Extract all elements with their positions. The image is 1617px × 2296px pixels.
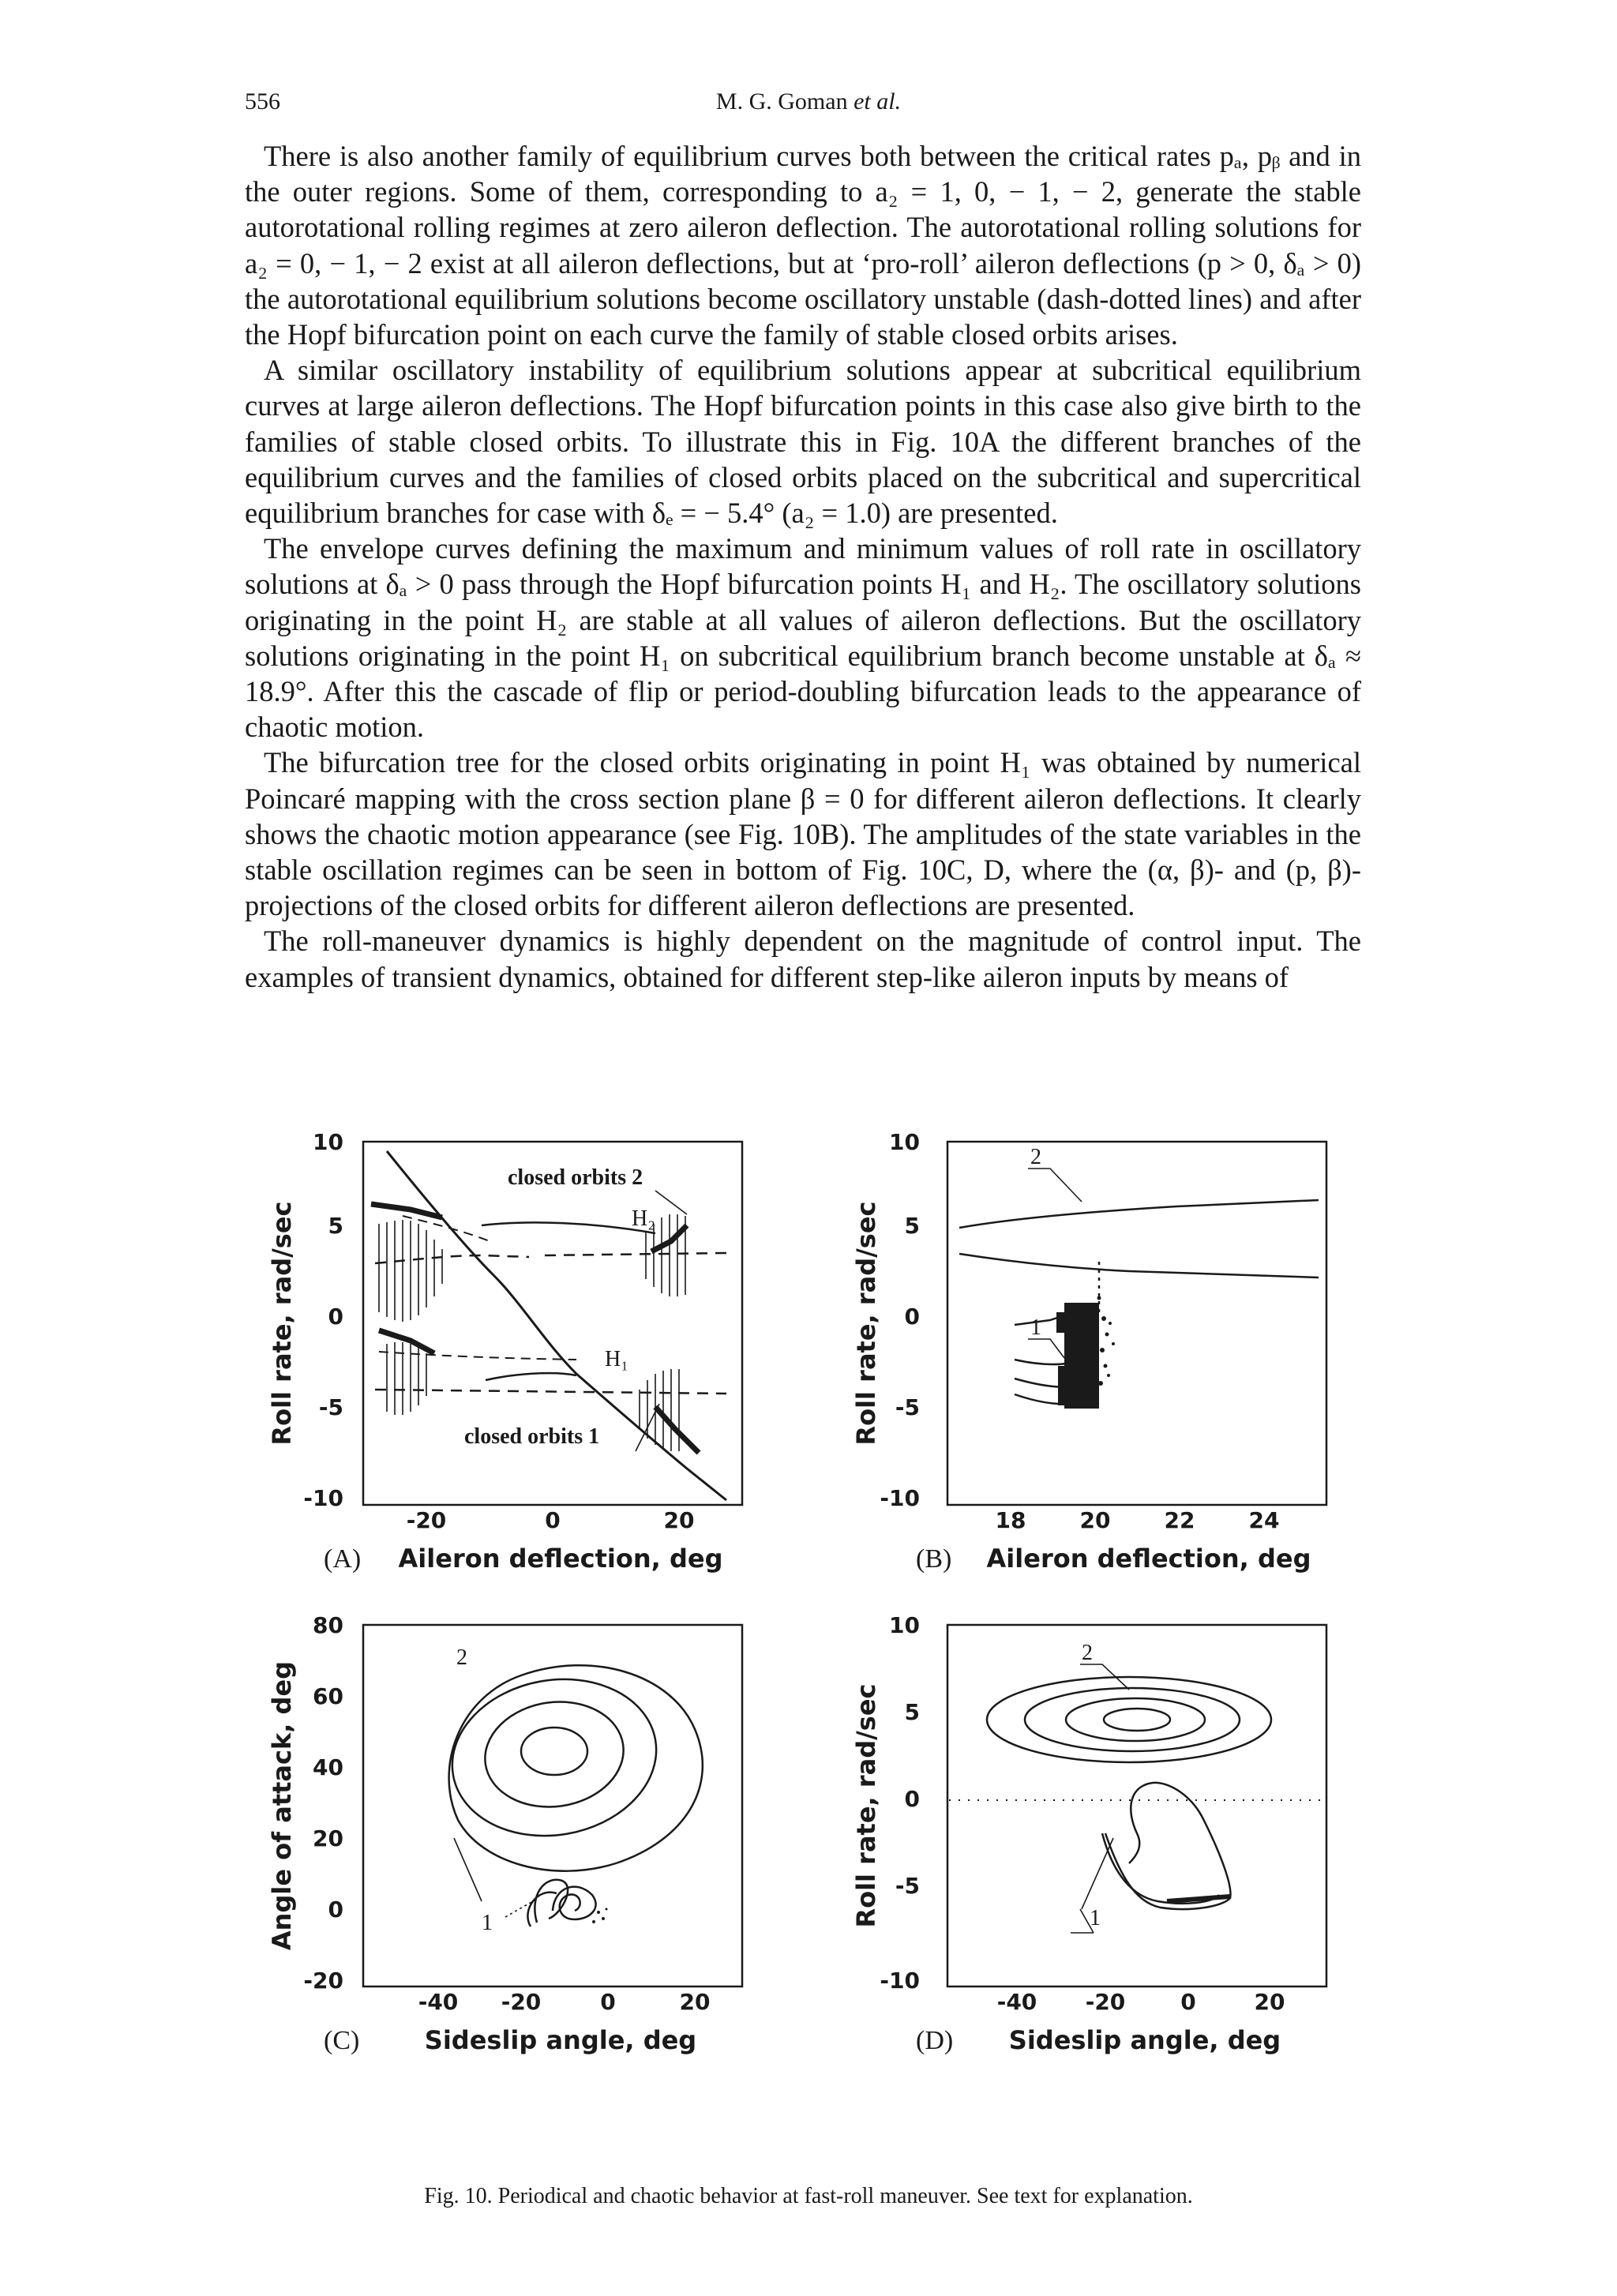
panel-c-xtick-0: 0 [600,1989,616,2015]
paragraph-5: The roll-maneuver dynamics is highly dependent on the magnitude of control input. The examples of transient dynamics, obtained for different step-like aileron inputs by means of [245,925,1361,993]
figure-panel-d [813,1603,1358,2069]
panel-b-tag: (B) [916,1544,952,1574]
panel-c-svg [245,1603,790,2069]
panel-d-orbits [987,1664,1271,1933]
panel-a-ytick-neg10: -10 [303,1485,343,1511]
body-text [245,138,1361,995]
panel-b-label-1: 1 [1030,1315,1041,1340]
panel-a-ytick-neg5: -5 [318,1394,343,1420]
panel-a-xtick-neg20: -20 [406,1507,447,1533]
panel-d-xlabel: Sideslip angle, deg [1008,2025,1281,2055]
panel-b-frame [947,1142,1326,1505]
panel-c-ytick-0: 0 [328,1896,343,1923]
panel-b-xlabel: Aileron deflection, deg [986,1544,1311,1574]
panel-d-ytick-5: 5 [904,1699,920,1725]
running-head-et-al: et al. [854,88,902,114]
figure-panel-a [245,1129,790,1595]
paragraph-3: The envelope curves defining the maximum and minimum values of roll rate in oscillatory solutions at δₐ > 0 pass through the Hopf bifurcation points H₁ and H₂. The oscillatory solutions originating in the point H₂ are stable at all values of aileron deflections. But the oscillatory solutions originating in the point H₁ on subcritical equilibrium branch become unstable at δₐ ≈ 18.9°. After this the cascade of flip or period-doubling bifurcation leads to the appearance of chaotic motion. [245,532,1361,744]
panel-a-label-closed-orbits-1: closed orbits 1 [464,1424,600,1449]
panel-d-xtick-20: 20 [1254,1989,1285,2015]
panel-c-label-1: 1 [482,1911,493,1935]
panel-c-xlabel: Sideslip angle, deg [424,2025,697,2055]
panel-c-orbits [440,1664,703,1926]
panel-b-ytick-neg5: -5 [895,1394,920,1420]
panel-d-label-1: 1 [1090,1906,1101,1930]
panel-b-xtick-24: 24 [1248,1507,1280,1533]
panel-a-ytick-5: 5 [328,1213,343,1239]
panel-d-frame [947,1625,1326,1986]
panel-c-ytick-40: 40 [313,1754,343,1780]
panel-a-hatching [379,1214,685,1451]
panel-d-tag: (D) [916,2026,954,2055]
panel-c-xtick-20: 20 [679,1989,711,2015]
paragraph-4: The bifurcation tree for the closed orbits originating in point H₁ was obtained by numerical Poincaré mapping with the cross section plane β = 0 for different aileron deflections. It clearly shows the chaotic motion appearance (see Fig. 10B). The amplitudes of the state variables in the stable oscillation regimes can be seen in bottom of Fig. 10C, D, where the (α, β)- and (p, β)-projections of the closed orbits for different aileron deflections are presented. [245,746,1361,922]
panel-d-ytick-10: 10 [889,1612,920,1638]
panel-a-tag: (A) [324,1544,362,1574]
panel-d-ytick-0: 0 [904,1786,920,1812]
panel-b-curves [959,1169,1319,1404]
panel-c-ytick-60: 60 [313,1683,343,1709]
running-head [0,88,1617,115]
panel-d-ylabel: Roll rate, rad/sec [851,1683,881,1928]
panel-d-ytick-neg10: -10 [880,1968,920,1994]
panel-a-xtick-20: 20 [663,1507,695,1533]
panel-d-xtick-neg20: -20 [1085,1989,1126,2015]
panel-a-xtick-0: 0 [545,1507,561,1533]
panel-d-ytick-neg5: -5 [895,1873,920,1899]
panel-b-label-2: 2 [1030,1145,1041,1169]
panel-a-label-h1: H₁ [605,1347,628,1371]
panel-c-label-2: 2 [456,1645,467,1670]
panel-d-svg [813,1603,1358,2069]
panel-b-svg [813,1129,1358,1595]
panel-d-xtick-neg40: -40 [996,1989,1037,2015]
panel-b-xtick-18: 18 [995,1507,1026,1533]
panel-c-xtick-neg40: -40 [418,1989,459,2015]
figure-panel-b [813,1129,1358,1595]
panel-a-ytick-0: 0 [328,1304,343,1330]
panel-c-xtick-neg20: -20 [501,1989,542,2015]
panel-b-xtick-22: 22 [1164,1507,1195,1533]
panel-a-ytick-10: 10 [313,1129,343,1155]
panel-b-ytick-10: 10 [889,1129,920,1155]
running-head-authors: M. G. Goman [715,88,848,114]
panel-a-ylabel: Roll rate, rad/sec [267,1201,297,1446]
panel-b-ytick-neg10: -10 [880,1485,920,1511]
panel-c-ylabel: Angle of attack, deg [267,1660,297,1951]
figure-caption: Fig. 10. Periodical and chaotic behavior at fast-roll maneuver. See text for explanation. [424,2184,1193,2208]
panel-c-ytick-neg20: -20 [303,1968,343,1994]
panel-b-chaos-band [1056,1296,1115,1409]
panel-d-xtick-0: 0 [1180,1989,1196,2015]
page-number: 556 [245,88,280,114]
panel-c-tag: (C) [324,2026,360,2055]
panel-a-label-h2: H₂ [632,1206,655,1231]
panel-a-xlabel: Aileron deflection, deg [398,1544,723,1574]
panel-a-svg [245,1129,790,1595]
panel-b-ytick-0: 0 [904,1304,920,1330]
panel-c-ytick-80: 80 [313,1612,343,1638]
figure-panel-c [245,1603,790,2069]
paragraph-1: There is also another family of equilibrium curves both between the critical rates pₐ, pᵦ and in the outer regions. Some of them, corresponding to a₂ = 1, 0, − 1, − 2, generate the stable autorotational rolling regimes at zero aileron deflection. The autorotational rolling solutions for a₂ = 0, − 1, − 2 exist at all aileron deflections, but at ‘pro-roll’ aileron deflections (p > 0, δₐ > 0) the autorotational equilibrium solutions become oscillatory unstable (dash-dotted lines) and after the Hopf bifurcation point on each curve the family of stable closed orbits arises. [245,140,1361,351]
panel-b-ytick-5: 5 [904,1213,920,1239]
paragraph-2: A similar oscillatory instability of equilibrium solutions appear at subcritical equilibrium curves at large aileron deflections. The Hopf bifurcation points in this case also give birth to the families of stable closed orbits. To illustrate this in Fig. 10A the different branches of the equilibrium curves and the families of closed orbits placed on the subcritical and supercritical equilibrium branches for case with δₑ = − 5.4° (a₂ = 1.0) are presented. [245,354,1361,530]
panel-a-frame [363,1142,742,1505]
panel-a-label-closed-orbits-2: closed orbits 2 [508,1165,643,1190]
panel-b-ylabel: Roll rate, rad/sec [851,1201,881,1446]
panel-d-label-2: 2 [1082,1641,1093,1665]
panel-b-xtick-20: 20 [1079,1507,1111,1533]
panel-c-ytick-20: 20 [313,1825,343,1851]
